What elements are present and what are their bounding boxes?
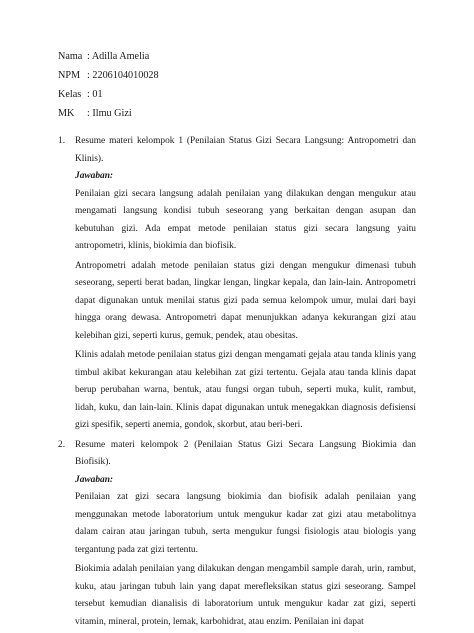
question-item-2 [58,437,416,633]
answer-paragraph: Penilaian gizi secara langsung adalah penilaian yang dilakukan dengan mengukur atau mengamati langsung kondisi tubuh seseorang yang berkaitan dengan asupan dan kebutuhan gizi. Ada empat metode penilaian status gizi secara langsung yaitu antropometri, klinis, biokimia dan biofisik. [75,186,416,256]
info-row-name [58,47,159,66]
answer-paragraph: Klinis adalah metode penilaian status gizi dengan mengamati gejala atau tanda klinis yang timbul akibat kekurangan atau kelebihan zat gizi tertentu. Gejala atau tanda klinis dapat berup perubahan warna, bentuk, atau fungsi organ tubuh, seperti muka, kulit, rambut, lidah, kuku, dan lain-lain. Klinis dapat digunakan untuk menegakkan diagnosis defisiensi gizi spesifik, seperti anemia, gondok, skorbut, atau beri-beri. [75,347,416,435]
answer-label: Jawaban: [75,168,416,186]
info-label: MK [58,104,87,123]
question-text: Resume materi kelompok 1 (Penilaian Status Gizi Secara Langsung: Antropometri dan Klinis). [75,133,416,168]
answer-paragraph: Antropometri adalah metode penilaian status gizi dengan mengukur dimenasi tubuh seseorang, seperti berat badan, lingkar lengan, lingkar kepala, dan lain-lain. Antropometri dapat digunakan untuk menilai status gizi pada semua kelompok umur, mulai dari bayi hingga orang dewasa. Antropometri dapat menunjukkan adanya kekurangan gizi atau kelebihan gizi, seperti kurus, gemuk, pendek, atau obesitas. [75,258,416,346]
item-number: 2. [58,437,75,633]
question-list [58,133,416,633]
item-body [75,133,416,437]
info-value: : Ilmu Gizi [87,104,132,123]
question-text: Resume materi kelompok 2 (Penilaian Status Gizi Secara Langsung Biokimia dan Biofisik). [75,437,416,472]
info-label: Kelas [58,85,87,104]
student-info [58,47,159,123]
info-value: : 2206104010028 [87,66,159,85]
question-item-1 [58,133,416,437]
info-value: : Adilla Amelia [87,47,149,66]
info-value: : 01 [87,85,103,104]
item-body [75,437,416,633]
info-label: NPM [58,66,87,85]
answer-paragraph: Biokimia adalah penilaian yang dilakukan dengan mengambil sample darah, urin, rambut, kuku, atau jaringan tubuh lain yang dapat merefleksikan status gizi seseorang. Sampel tersebut kemudian dianalisis di laboratorium untuk mengukur kadar zat gizi, seperti vitamin, mineral, protein, lemak, karbohidrat, atau enzim. Penilaian ini dapat [75,561,416,631]
item-number: 1. [58,133,75,437]
answer-label: Jawaban: [75,472,416,490]
info-row-npm [58,66,159,85]
info-row-class [58,85,159,104]
info-row-course [58,104,159,123]
info-label: Nama [58,47,87,66]
answer-paragraph: Penilaian zat gizi secara langsung biokimia dan biofisik adalah penilaian yang menggunakan metode laboratorium untuk mengukur kadar zat gizi atau metabolitnya dalam cairan atau jaringan tubuh, serta mengukur fungsi fisiologis atau biologis yang tergantung pada zat gizi tertentu. [75,489,416,559]
